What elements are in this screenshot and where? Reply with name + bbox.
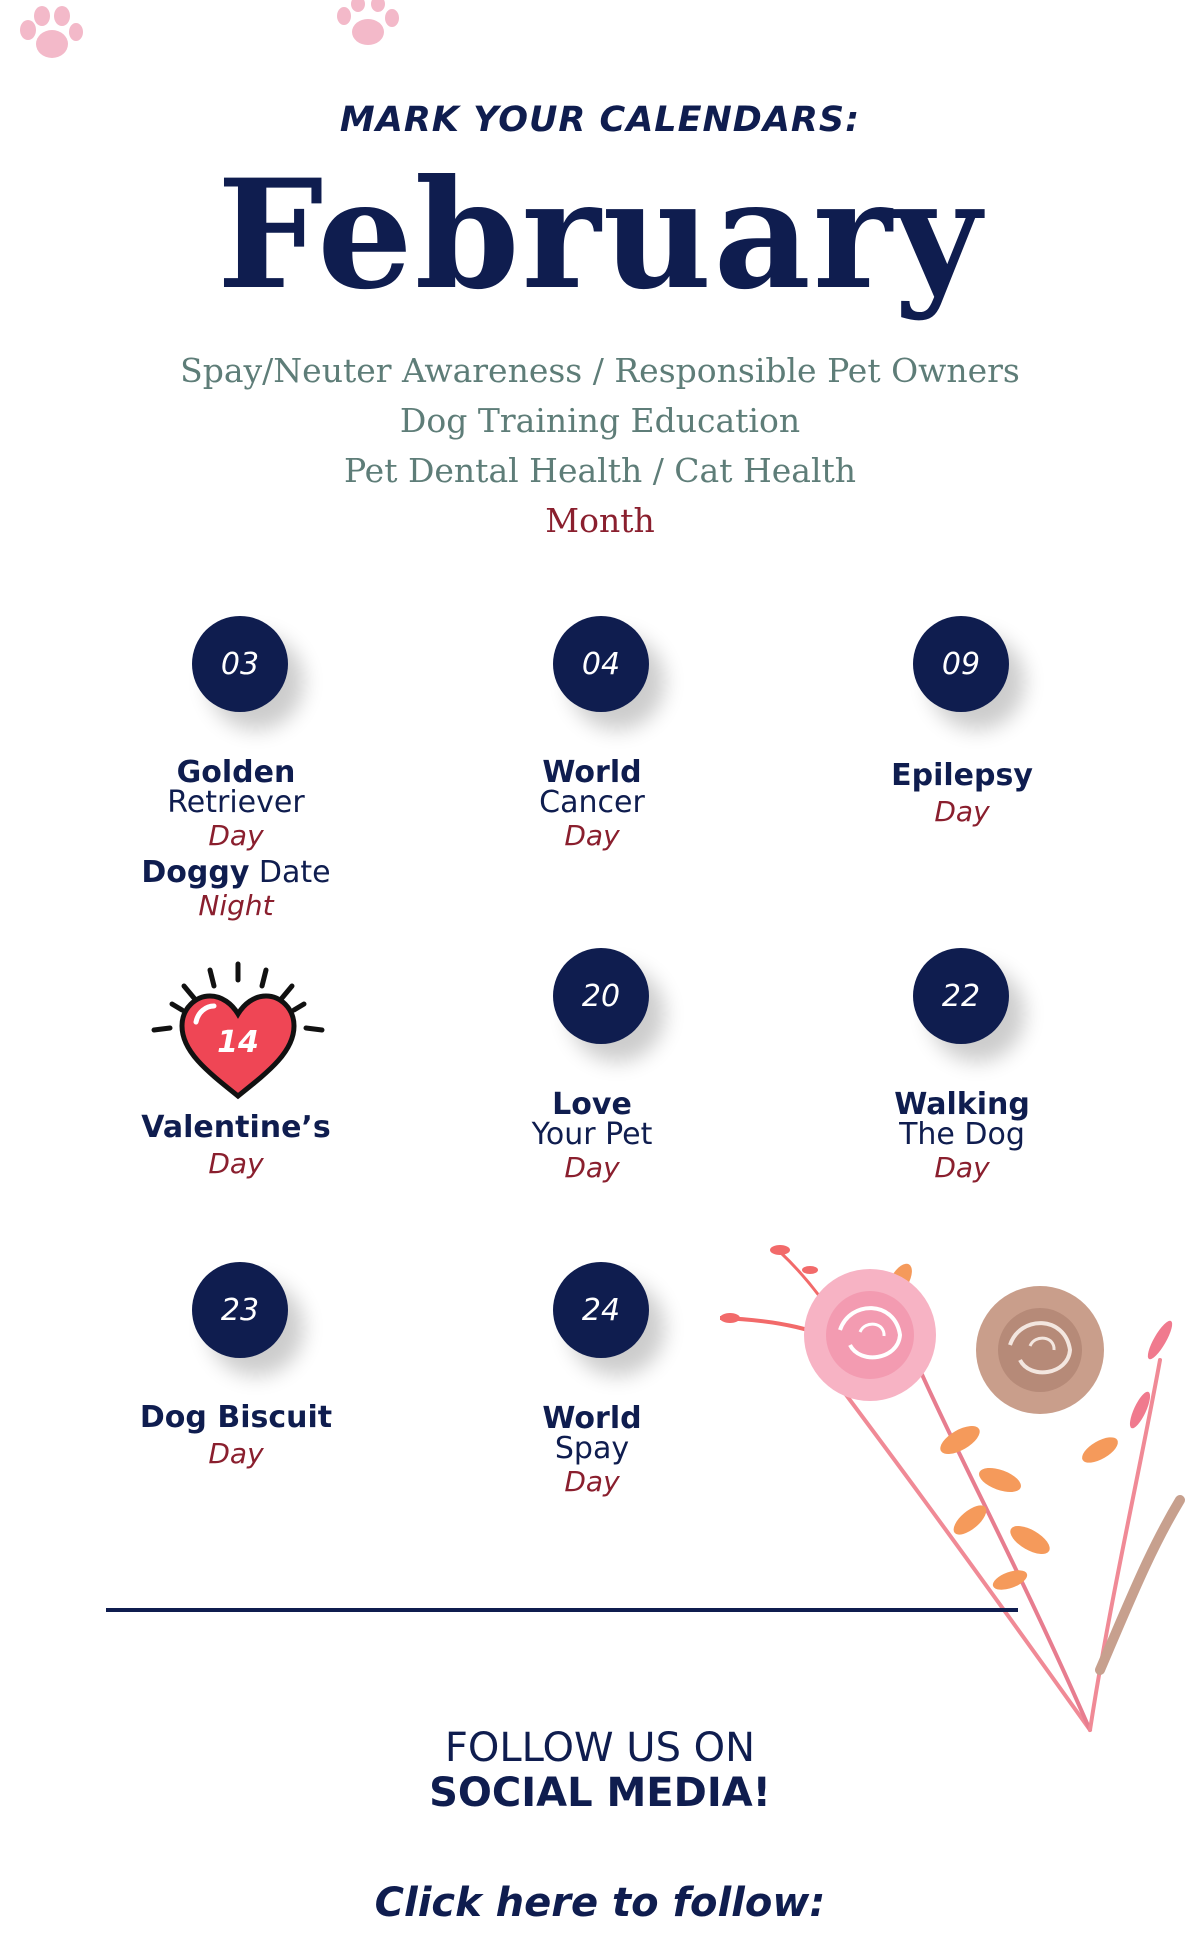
rose-flowers-illustration xyxy=(720,1240,1190,1740)
event-epilepsy-day xyxy=(812,758,1112,830)
event-title-line: Spay xyxy=(554,1431,630,1466)
event-title-line: Your Pet xyxy=(531,1117,653,1152)
event-title-line: World xyxy=(542,755,642,790)
event-day-label: Day xyxy=(208,819,264,852)
event-title-line: World xyxy=(542,1401,642,1436)
event-title-line: Valentine’s xyxy=(141,1110,331,1145)
event-walking-the-dog-day xyxy=(812,1087,1112,1186)
event-title-line: Retriever xyxy=(167,785,305,820)
event-title-bold: Doggy xyxy=(141,855,250,890)
event-title-line: Epilepsy xyxy=(891,758,1033,793)
follow-heading-line-1: FOLLOW US ON xyxy=(444,1725,756,1771)
date-badge-09: 09 xyxy=(913,616,1009,712)
event-title-line: Walking xyxy=(894,1087,1030,1122)
date-badge-04: 04 xyxy=(553,616,649,712)
event-doggy-date-night xyxy=(86,855,386,890)
date-badge-22: 22 xyxy=(913,948,1009,1044)
event-day-label: Day xyxy=(208,1147,264,1180)
event-world-cancer-day xyxy=(442,755,742,854)
event-day-label: Day xyxy=(564,1151,620,1184)
event-day-label: Day xyxy=(934,795,990,828)
follow-heading-line-2: SOCIAL MEDIA! xyxy=(429,1770,771,1816)
month-title: February xyxy=(216,147,984,323)
date-badge-23: 23 xyxy=(192,1262,288,1358)
date-badge-20: 20 xyxy=(553,948,649,1044)
date-badge-24: 24 xyxy=(553,1262,649,1358)
event-title-line: Golden xyxy=(176,755,296,790)
event-day-label: Day xyxy=(564,1465,620,1498)
paw-print-icon xyxy=(332,0,404,48)
event-title-line: Cancer xyxy=(539,785,645,820)
event-title-line: Love xyxy=(552,1087,632,1122)
event-dog-biscuit-day xyxy=(86,1400,386,1472)
event-day-label: Day xyxy=(208,1437,264,1470)
section-divider xyxy=(106,1608,1018,1612)
kicker-heading: MARK YOUR CALENDARS: xyxy=(339,100,861,140)
click-to-follow-link[interactable]: Click here to follow: xyxy=(374,1880,826,1926)
event-golden-retriever-day xyxy=(86,755,386,924)
event-title-line: The Dog xyxy=(899,1117,1025,1152)
paw-print-icon xyxy=(12,0,86,70)
event-day-label: Day xyxy=(934,1151,990,1184)
event-world-spay-day xyxy=(442,1401,742,1500)
heart-date: 14 xyxy=(217,1025,259,1060)
heart-icon xyxy=(148,960,328,1100)
subtitle-line-3: Pet Dental Health / Cat Health xyxy=(343,451,857,490)
event-valentines-day xyxy=(86,1110,386,1182)
date-badge-03: 03 xyxy=(192,616,288,712)
event-night-label: Night xyxy=(198,889,274,922)
subtitle-month-word: Month xyxy=(545,501,655,540)
event-love-your-pet-day xyxy=(442,1087,742,1186)
event-title-line: Dog Biscuit xyxy=(139,1400,333,1435)
subtitle-line-2: Dog Training Education xyxy=(399,401,801,440)
event-title-plain: Date xyxy=(249,855,331,890)
subtitle-line-1: Spay/Neuter Awareness / Responsible Pet Owners xyxy=(180,351,1020,390)
event-day-label: Day xyxy=(564,819,620,852)
